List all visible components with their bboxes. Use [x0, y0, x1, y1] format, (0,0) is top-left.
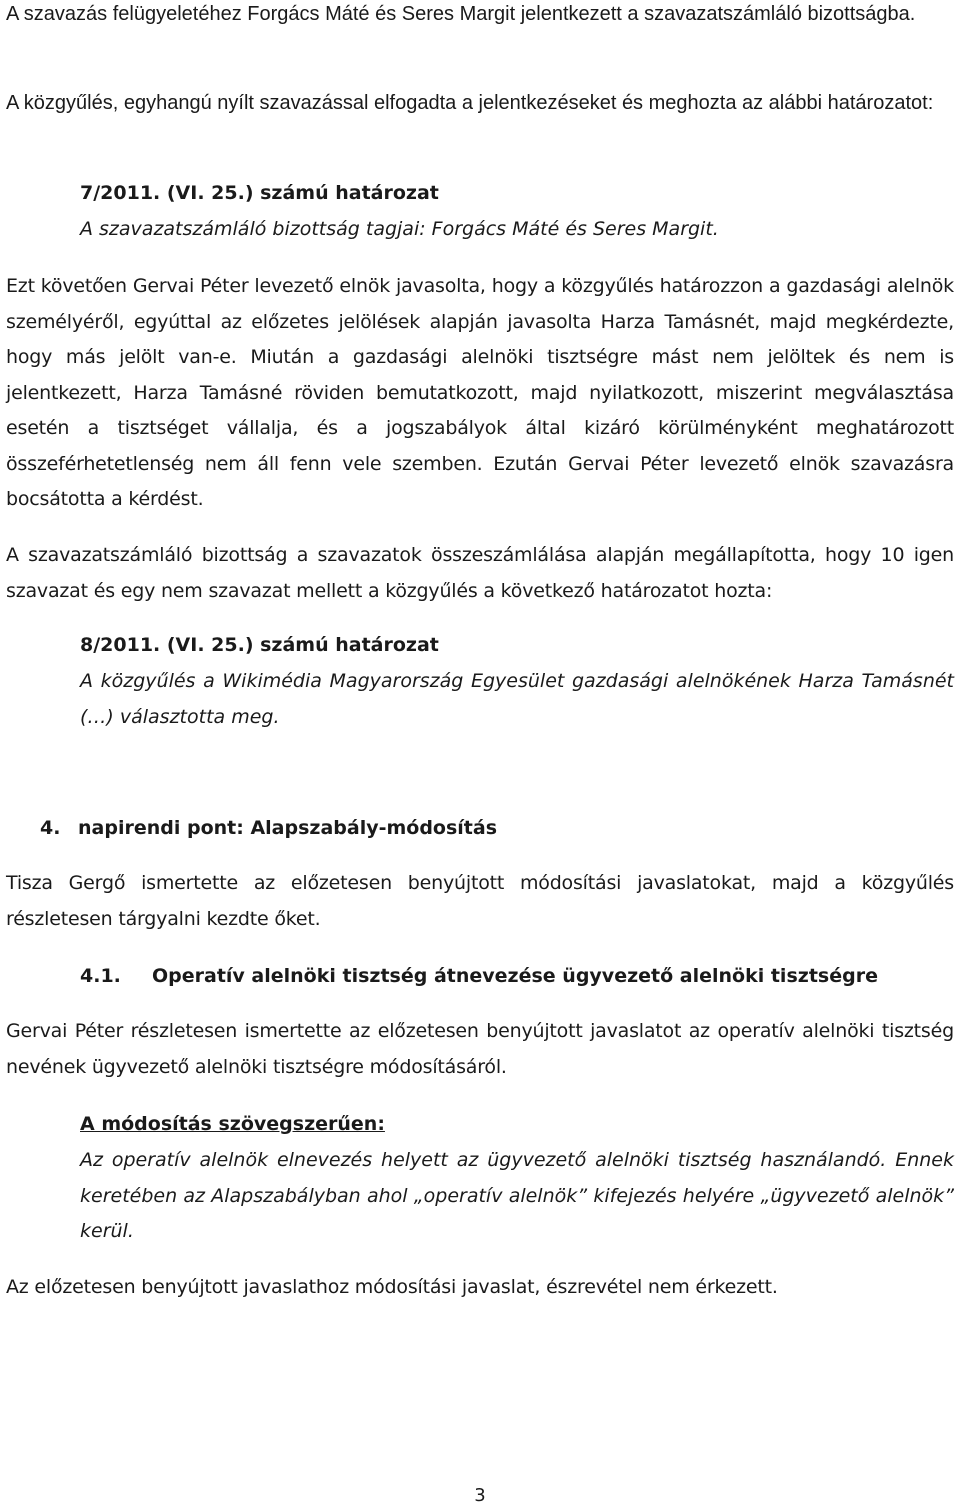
resolution-7-2011 — [80, 175, 954, 247]
paragraph-vp-nomination: Ezt követően Gervai Péter levezető elnök javasolta, hogy a közgyűlés határozzon a gazdasági alelnök személyéről, egyúttal az előzetes jelölések alapján javasolta Harza Tamásnét, majd megkérdezte, hogy más jelölt van-e. Miután a gazdasági alelnöki tisztségre mást nem jelöltek és nem is jelentkezett, Harza Tamásné röviden bemutatkozott, majd nyilatkozott, miszerint megválasztása esetén a tisztséget vállalja, és a jogszabályok által kizáró körülményként meghatározott összeférhetetlenség nem áll fenn vele szemben. Ezután Gervai Péter levezető elnök szavazásra bocsátotta a kérdést. — [6, 275, 954, 510]
paragraph-acceptance: A közgyűlés, egyhangú nyílt szavazással elfogadta a jelentkezéseket és meghozta az alábbi határozatot: — [6, 92, 934, 114]
paragraph-vote-supervision: A szavazás felügyeletéhez Forgács Máté és Seres Margit jelentkezett a szavazatszámláló bizottságba. — [6, 3, 916, 25]
heading-text: napirendi pont: Alapszabály-módosítás — [78, 817, 498, 839]
paragraph-amendments-intro: Tisza Gergő ismertette az előzetesen benyújtott módosítási javaslatokat, majd a közgyűlés részletesen tárgyalni kezdte őket. — [6, 872, 954, 930]
amendment-label: A módosítás szövegszerűen: — [80, 1113, 385, 1135]
paragraph-no-comments: Az előzetesen benyújtott javaslathoz módosítási javaslat, észrevétel nem érkezett. — [6, 1276, 778, 1298]
resolution-8-2011 — [80, 627, 954, 735]
amendment-text: Az operatív alelnök elnevezés helyett az ügyvezető alelnöki tisztség használandó. Ennek keretében az Alapszabályban ahol „operatív alelnök” kifejezés helyére „ügyvezető alelnök” kerül. — [80, 1149, 954, 1242]
resolution-text: A szavazatszámláló bizottság tagjai: Forgács Máté és Seres Margit. — [80, 218, 719, 240]
heading-number: 4.1. — [80, 965, 121, 987]
resolution-text: A közgyűlés a Wikimédia Magyarország Egyesület gazdasági alelnökének Harza Tamásnét (…) választotta meg. — [80, 670, 954, 728]
paragraph-vote-count: A szavazatszámláló bizottság a szavazatok összeszámlálása alapján megállapította, hogy 10 igen szavazat és egy nem szavazat mellett a közgyűlés a következő határozatot hozta: — [6, 544, 954, 602]
page-number: 3 — [474, 1485, 486, 1506]
heading-text: Operatív alelnöki tisztség átnevezése ügyvezető alelnöki tisztségre — [152, 965, 878, 987]
paragraph-proposal-presentation: Gervai Péter részletesen ismertette az előzetesen benyújtott javaslatot az operatív alelnöki tisztség nevének ügyvezető alelnöki tisztségre módosításáról. — [6, 1020, 954, 1078]
resolution-title: 8/2011. (VI. 25.) számú határozat — [80, 634, 439, 656]
resolution-title: 7/2011. (VI. 25.) számú határozat — [80, 182, 439, 204]
heading-number: 4. — [40, 817, 61, 839]
